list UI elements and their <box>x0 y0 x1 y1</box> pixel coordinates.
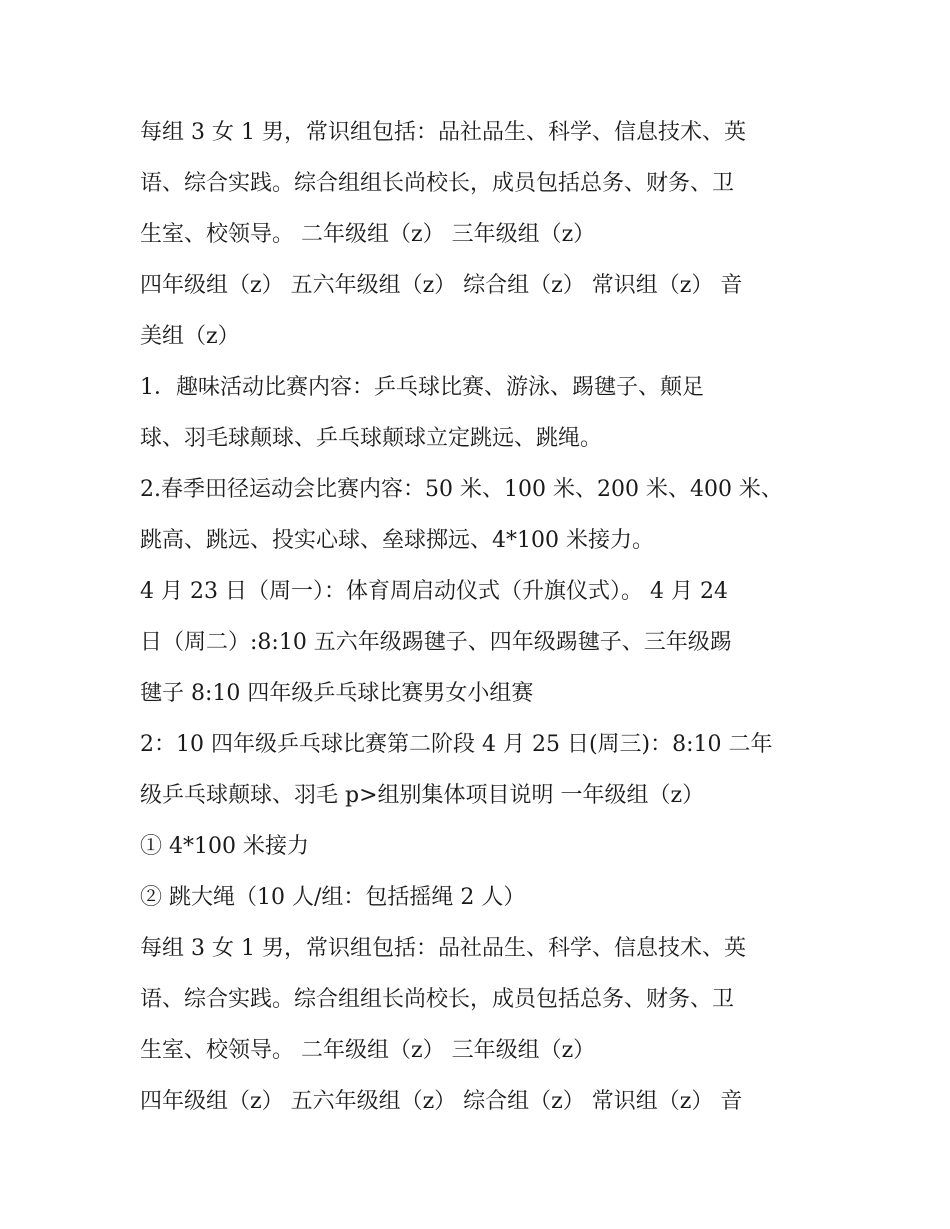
text-line: 跳高、跳远、投实心球、垒球掷远、4*100 米接力。 <box>140 528 654 553</box>
text-line: 每组 3 女 1 男，常识组包括：品社品生、科学、信息技术、英 <box>140 120 746 145</box>
text-line: ② 跳大绳（10 人/组：包括摇绳 2 人） <box>140 885 526 910</box>
text-line: 2.春季田径运动会比赛内容：50 米、100 米、200 米、400 米、 <box>140 477 783 502</box>
text-line: 球、羽毛球颠球、乒乓球颠球立定跳远、跳绳。 <box>140 426 603 451</box>
text-line: 每组 3 女 1 男，常识组包括：品社品生、科学、信息技术、英 <box>140 936 746 961</box>
text-line: 四年级组（z） 五六年级组（z） 综合组（z） 常识组（z） 音 <box>140 273 743 298</box>
document-body <box>140 107 820 1127</box>
text-line: 语、综合实践。综合组组长尚校长，成员包括总务、财务、卫 <box>140 171 735 196</box>
text-line: 2：10 四年级乒乓球比赛第二阶段 4 月 25 日(周三)：8:10 二年 <box>140 732 773 757</box>
text-line: ① 4*100 米接力 <box>140 834 309 859</box>
text-line: 四年级组（z） 五六年级组（z） 综合组（z） 常识组（z） 音 <box>140 1089 743 1114</box>
text-line: 美组（z） <box>140 324 240 349</box>
text-line: 语、综合实践。综合组组长尚校长，成员包括总务、财务、卫 <box>140 987 735 1012</box>
text-line: 生室、校领导。 二年级组（z） 三年级组（z） <box>140 222 596 247</box>
text-line: 4 月 23 日（周一）：体育周启动仪式（升旗仪式）。 4 月 24 <box>140 579 728 604</box>
text-line: 1．趣味活动比赛内容：乒乓球比赛、游泳、踢毽子、颠足 <box>140 375 704 400</box>
text-line: 毽子 8:10 四年级乒乓球比赛男女小组赛 <box>140 681 534 706</box>
text-line: 生室、校领导。 二年级组（z） 三年级组（z） <box>140 1038 596 1063</box>
text-line: 级乒乓球颠球、羽毛 p>组别集体项目说明 一年级组（z） <box>140 783 705 808</box>
text-line: 日（周二）:8:10 五六年级踢毽子、四年级踢毽子、三年级踢 <box>140 630 732 655</box>
